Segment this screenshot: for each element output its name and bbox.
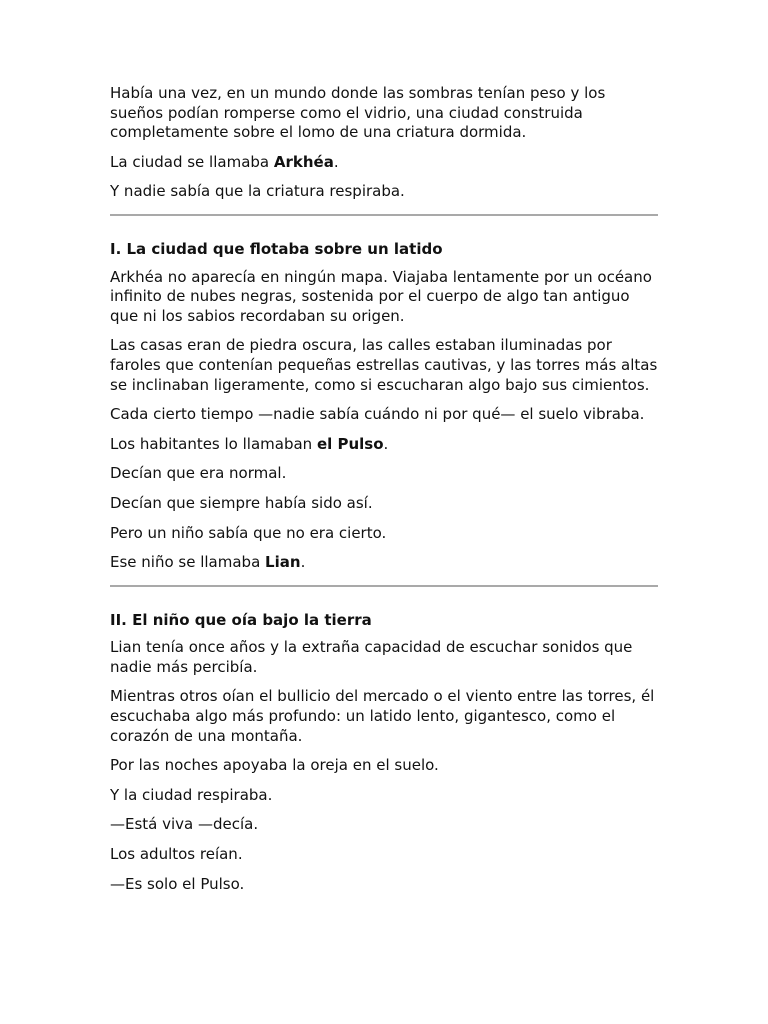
section-divider (110, 585, 658, 587)
text-run: . (333, 152, 339, 171)
body-paragraph: —Está viva —decía. (110, 815, 259, 834)
section-divider (110, 214, 658, 216)
text-run: Los habitantes lo llamaban (110, 434, 317, 453)
document-page (110, 84, 658, 904)
text-run: . (300, 553, 306, 572)
body-paragraph: Arkhéa no aparecía en ningún mapa. Viajaba lentamente por un océano infinito de nubes negras, sostenida por el cuerpo de algo tan antiguo que ni los sabios recordaban su origen. (110, 267, 652, 325)
body-paragraph: Decían que era normal. (110, 464, 287, 483)
section-heading: I. La ciudad que flotaba sobre un latido (110, 239, 443, 258)
body-paragraph: Cada cierto tiempo —nadie sabía cuándo ni por qué— el suelo vibraba. (110, 405, 645, 424)
body-paragraph: Por las noches apoyaba la oreja en el suelo. (110, 756, 439, 775)
body-paragraph: Y la ciudad respiraba. (110, 785, 273, 804)
body-paragraph: Las casas eran de piedra oscura, las calles estaban iluminadas por faroles que contenían pequeñas estrellas cautivas, y las torres más altas se inclinaban ligeramente, como si escucharan algo bajo sus cimientos. (110, 336, 658, 394)
body-paragraph: Mientras otros oían el bullicio del mercado o el viento entre las torres, él escuchaba algo más profundo: un latido lento, gigantesco, como el corazón de una montaña. (110, 687, 655, 745)
pulse-term-bold: el Pulso (316, 434, 384, 453)
text-run: La ciudad se llamaba (110, 152, 274, 171)
character-name-bold: Lian (265, 553, 301, 572)
intro-paragraph: Había una vez, en un mundo donde las sombras tenían peso y los sueños podían romperse como el vidrio, una ciudad construida completamente sobre el lomo de una criatura dormida. (110, 84, 606, 142)
text-run: Ese niño se llamaba (110, 553, 266, 572)
section-heading: II. El niño que oía bajo la tierra (110, 610, 372, 629)
body-paragraph (110, 435, 658, 455)
body-paragraph: Lian tenía once años y la extraña capacidad de escuchar sonidos que nadie más percibía. (110, 638, 633, 676)
intro-paragraph: Y nadie sabía que la criatura respiraba. (110, 182, 405, 201)
body-paragraph: Decían que siempre había sido así. (110, 493, 373, 512)
body-paragraph: —Es solo el Pulso. (110, 874, 245, 893)
city-name-bold: Arkhéa (273, 152, 334, 171)
text-run: . (383, 434, 389, 453)
body-paragraph (110, 553, 658, 573)
body-paragraph: Los adultos reían. (110, 845, 243, 864)
body-paragraph: Pero un niño sabía que no era cierto. (110, 523, 387, 542)
intro-paragraph (110, 153, 658, 173)
